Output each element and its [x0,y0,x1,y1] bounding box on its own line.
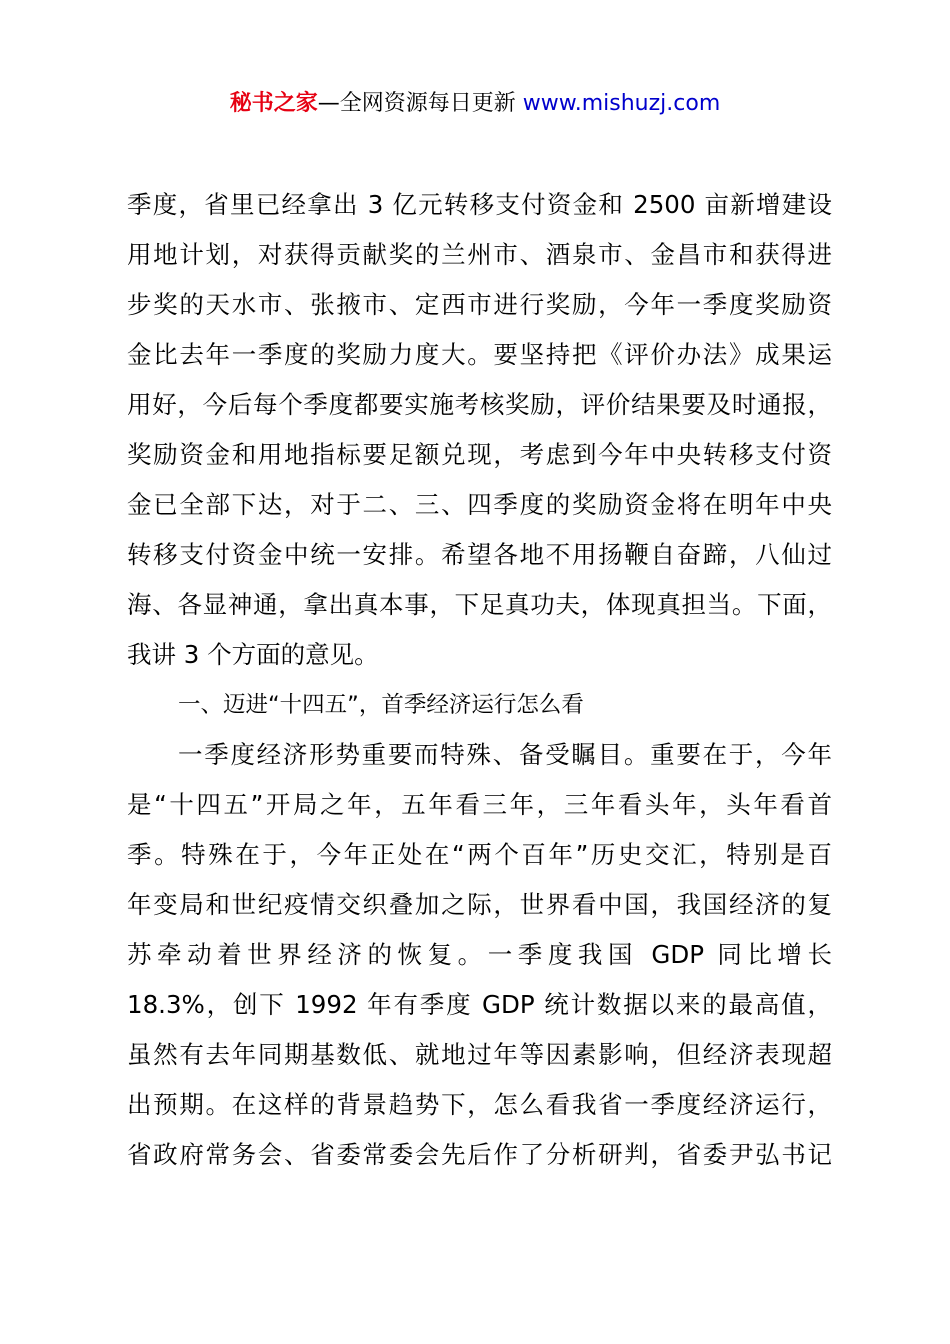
body-line: 季。特殊在于，今年正处在“两个百年”历史交汇，特别是百 [127,840,832,869]
body-line: 用好，今后每个季度都要实施考核奖励，评价结果要及时通报， [127,390,832,419]
body-line: 出预期。在这样的背景趋势下，怎么看我省一季度经济运行， [127,1090,832,1119]
body-line: 一季度经济形势重要而特殊、备受瞩目。重要在于，今年 [178,740,832,769]
body-line: 省政府常务会、省委常委会先后作了分析研判，省委尹弘书记 [127,1140,832,1169]
header-tagline: —全网资源每日更新 [317,91,523,116]
body-line: 18.3%，创下 1992 年有季度 GDP 统计数据以来的最高值， [127,990,832,1019]
body-line: 季度，省里已经拿出 3 亿元转移支付资金和 2500 亩新增建设 [127,190,832,219]
body-line: 奖励资金和用地指标要足额兑现，考虑到今年中央转移支付资 [127,440,832,469]
brand-name: 秘书之家 [229,91,318,116]
body-line: 我讲 3 个方面的意见。 [127,640,379,669]
body-line: 是“十四五”开局之年，五年看三年，三年看头年，头年看首 [127,790,832,819]
body-line: 虽然有去年同期基数低、就地过年等因素影响，但经济表现超 [127,1040,832,1069]
body-line: 苏牵动着世界经济的恢复。一季度我国 GDP 同比增长 [127,940,832,969]
body-line: 海、各显神通，拿出真本事，下足真功夫，体现真担当。下面， [127,590,832,619]
body-line: 步奖的天水市、张掖市、定西市进行奖励，今年一季度奖励资 [127,290,832,319]
body-line: 用地计划，对获得贡献奖的兰州市、酒泉市、金昌市和获得进 [127,240,832,269]
body-line: 年变局和世纪疫情交织叠加之际，世界看中国，我国经济的复 [127,890,832,919]
body-line: 转移支付资金中统一安排。希望各地不用扬鞭自奋蹄，八仙过 [127,540,832,569]
site-url-link[interactable]: www.mishuzj.com [522,91,721,116]
body-line: 金比去年一季度的奖励力度大。要坚持把《评价办法》成果运 [127,340,832,369]
page-header [0,88,950,120]
section-heading: 一、迈进“十四五”，首季经济运行怎么看 [178,692,584,718]
document-body [127,180,832,1180]
body-line: 金已全部下达，对于二、三、四季度的奖励资金将在明年中央 [127,490,832,519]
